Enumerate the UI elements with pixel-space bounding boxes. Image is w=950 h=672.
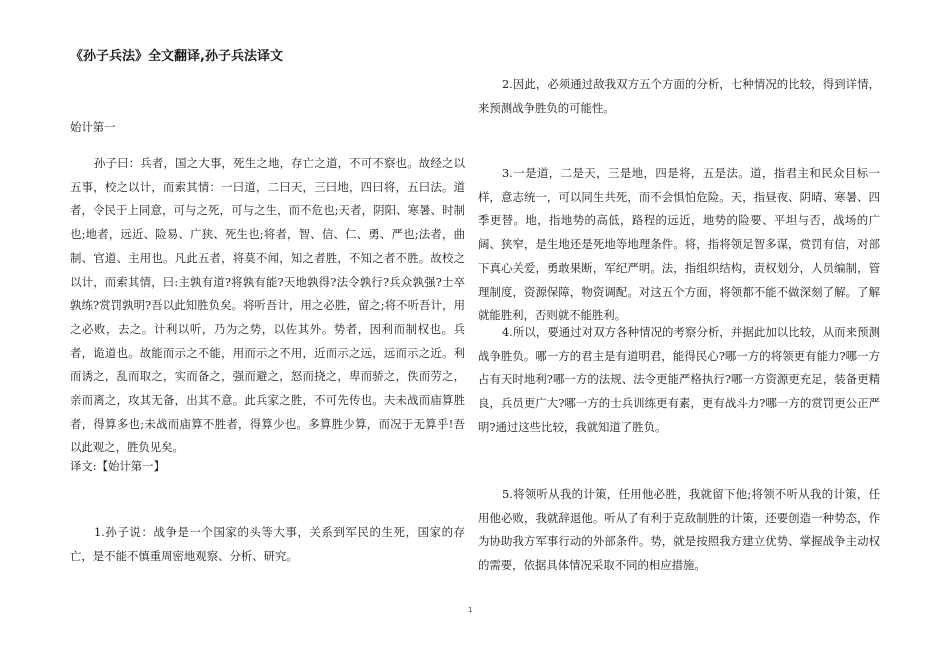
translation-heading: 译文:【始计第一】 bbox=[70, 459, 165, 473]
translation-paragraph-1: 1.孙子说：战争是一个国家的头等大事，关系到军民的生死，国家的存亡，是不能不慎重周密地观察、分析、研究。 bbox=[70, 525, 465, 563]
translation-paragraph-3: 3.一是道，二是天，三是地，四是将，五是法。道，指君主和民众目标一样，意志统一，可以同生共死，而不会惧怕危险。天，指昼夜、阴晴、寒暑、四季更替。地，指地势的高低，路程的远近，地势的险要、平坦与否，战场的广阔、狭窄，是生地还是死地等地理条件。将，指将领足智多谋，赏罚有信，对部下真心关爱，勇敢果断，军纪严明。法，指组织结构，责权划分，人员编制，管理制度，资源保障，物资调配。对这五个方面，将领都不能不做深刻了解。了解就能胜利，否则就不能胜利。 bbox=[478, 166, 880, 323]
translation-paragraph-4: 4.所以，要通过对双方各种情况的考察分析，并据此加以比较，从而来预测战争胜负。哪一方的君主是有道明君，能得民心?哪一方的将领更有能力?哪一方占有天时地利?哪一方的法规、法令更能严格执行?哪一方资源更充足，装备更精良，兵员更广大?哪一方的士兵训练更有素，更有战斗力?哪一方的赏罚更公正严明?通过这些比较，我就知道了胜负。 bbox=[478, 325, 880, 434]
chapter-heading: 始计第一 bbox=[70, 120, 116, 134]
original-text-paragraph: 孙子曰：兵者，国之大事，死生之地，存亡之道，不可不察也。故经之以五事，校之以计，而索其情：一曰道，二曰天，三曰地，四曰将，五曰法。道者，令民于上同意，可与之死，可与之生，而不危也;天者，阴阳、寒暑、时制也;地者，远近、险易、广狭、死生也;将者，智、信、仁、勇、严也;法者，曲制、官道、主用也。凡此五者，将莫不闻，知之者胜，不知之者不胜。故校之以计，而索其情，曰:主孰有道?将孰有能?天地孰得?法令孰行?兵众孰强?士卒孰练?赏罚孰明?吾以此知胜负矣。将听吾计，用之必胜，留之;将不听吾计，用之必败，去之。计利以听，乃为之势，以佐其外。势者，因利而制权也。兵者，诡道也。故能而示之不能，用而示之不用，近而示之远，远而示之近。利而诱之，乱而取之，实而备之，强而避之，怒而挠之，卑而骄之，佚而劳之，亲而离之，攻其无备，出其不意。此兵家之胜，不可先传也。夫未战而庙算胜者，得算多也;未战而庙算不胜者，得算少也。多算胜少算，而况于无算乎!吾以此观之，胜负见矣。 bbox=[70, 156, 465, 455]
translation-paragraph-5: 5.将领听从我的计策，任用他必胜，我就留下他;将领不听从我的计策，任用他必败，我就辞退他。听从了有利于克敌制胜的计策，还要创造一种势态，作为协助我方军事行动的外部条件。势，就是按照我方建立优势、掌握战争主动权的需要，依据具体情况采取不同的相应措施。 bbox=[478, 487, 880, 573]
page-number: 1 bbox=[468, 606, 473, 614]
translation-paragraph-2: 2.因此，必须通过敌我双方五个方面的分析，七种情况的比较，得到详情，来预测战争胜负的可能性。 bbox=[478, 77, 880, 115]
document-title: 《孙子兵法》全文翻译,孙子兵法译文 bbox=[70, 49, 283, 64]
